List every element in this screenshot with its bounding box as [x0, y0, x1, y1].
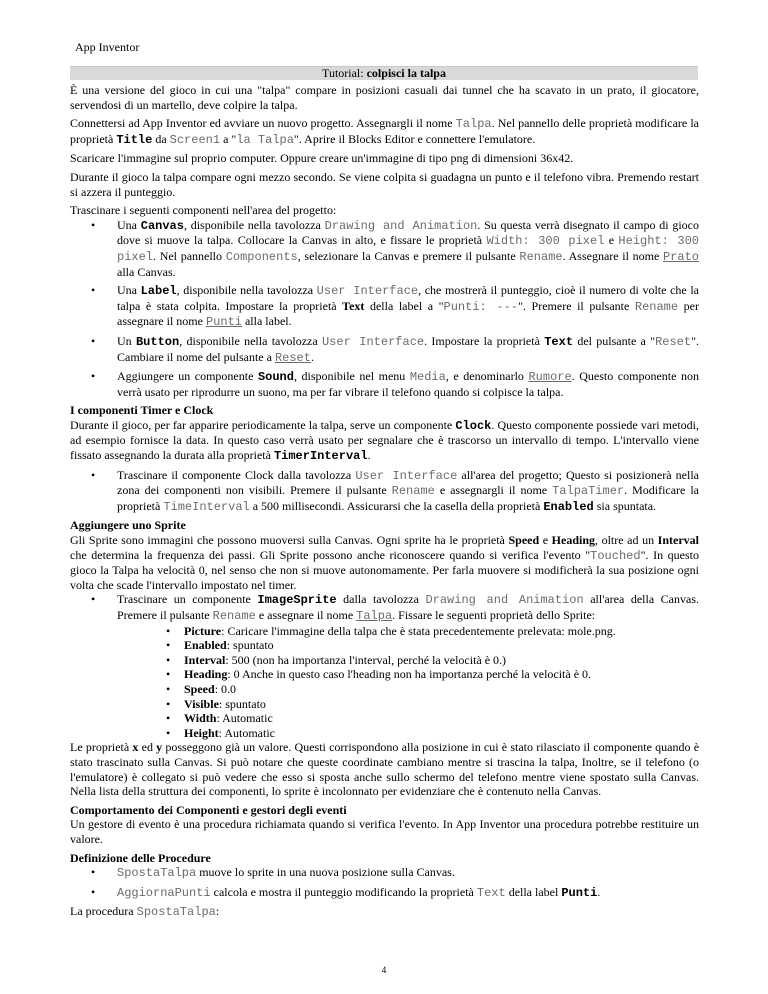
text-run: che determina la frequenza dei passi. Gli Sprite possono anche riconoscere quando si verifica l'evento " [70, 547, 591, 562]
procedures-list [70, 865, 699, 900]
text-run: . Fissare le seguenti proprietà dello Sprite: [392, 608, 596, 622]
property-name: Heading [184, 667, 228, 682]
running-header: App Inventor [75, 40, 140, 54]
code-timeinterval: TimeInterval [163, 499, 250, 514]
code-width: Width: 300 pixel [486, 234, 605, 249]
code-spostatalpa: SpostaTalpa [117, 866, 197, 881]
code-spostatalpa: SpostaTalpa [136, 905, 216, 920]
code-label: Label [140, 284, 177, 299]
code-palette: Drawing and Animation [324, 218, 478, 233]
property-value: : spuntato [226, 638, 274, 653]
text-run: . [367, 448, 371, 463]
property-interval [117, 653, 699, 668]
text-run: , oltre ad un [595, 533, 658, 548]
text-run: . Nel pannello [153, 248, 226, 263]
page-number: 4 [381, 965, 387, 975]
property-value: : 0.0 [214, 681, 237, 696]
code-components: Components [225, 249, 298, 264]
code-reset: Reset [274, 350, 311, 365]
code-button: Button [135, 334, 180, 349]
closing-line [70, 904, 699, 920]
bullet-icon: • [166, 696, 171, 711]
text-run: del pulsante a " [573, 333, 656, 348]
text-run: . Questo componente non verrà usato per riprodurre un suono, ma per far vibrare il telefono quando si colpisce la talpa. [117, 369, 699, 399]
intro-paragraph-2 [70, 116, 699, 147]
list-item-button [70, 334, 699, 365]
text-run: e [604, 233, 619, 248]
text-run: dalla tavolozza [336, 592, 426, 607]
text-run: ". Premere il pulsante [518, 298, 635, 313]
code-sound: Sound [257, 370, 294, 385]
bold-text: x [132, 740, 139, 755]
section-heading-sprite: Aggiungere uno Sprite [70, 518, 186, 533]
text-run: . [597, 884, 601, 899]
text-run: , e denominarlo [445, 369, 529, 384]
text-run: calcola e mostra il punteggio modificando la proprietà [210, 884, 477, 899]
text-run: , disponibile nella tavolozza [176, 283, 317, 298]
bullet-icon: • [166, 638, 171, 653]
property-value: : Caricare l'immagine della talpa che è stata precedentemente prelevata: mole.png. [221, 623, 616, 638]
text-run: Un [117, 333, 136, 348]
tutorial-title-bar [70, 66, 698, 80]
list-item-label [70, 283, 699, 330]
timer-list [70, 468, 699, 515]
text-run: La procedura [70, 904, 137, 919]
text-run: e [539, 533, 552, 548]
property-name: Picture [184, 623, 222, 638]
property-heading [117, 667, 699, 682]
list-item-canvas [70, 218, 699, 279]
code-talpa: Talpa [356, 609, 393, 623]
text-run: Trascinare un componente [117, 592, 258, 607]
code-palette: User Interface [316, 284, 419, 299]
list-item-spostatalpa [70, 865, 699, 881]
bullet-icon: • [91, 369, 96, 384]
text-run: ". In questo gioco la Talpa ha velocità 0, nel senso che non si muove autonomamente. Per farla muovere si modificherà la sua posizione ogni volta che scade l'intervallo impostato nel timer. [70, 547, 699, 592]
text-run: , disponibile nella tavolozza [183, 217, 325, 232]
code-rename: Rename [519, 249, 563, 264]
components-list [70, 218, 699, 400]
intro-paragraph-1: È una versione del gioco in cui una "talpa" compare in posizioni casuali dai tunnel che ha scavato in un prato, il giocatore, servendosi di un martello, deve colpire la talpa. [70, 83, 699, 112]
property-value: : Automatic [218, 725, 275, 740]
code-punti: Punti [561, 885, 598, 900]
text-run: . Questo componente possiede vari metodi, ad esempio fornisce la data. In questo caso verrà usato per segnalare che è trascorso un intervallo di tempo. L'intervallo viene fissato assegnando la durata alla proprietà [70, 417, 699, 463]
text-run: . Impostare la proprietà [424, 333, 545, 348]
text-run: sia spuntata. [593, 498, 657, 513]
code-clock: Clock [455, 418, 492, 433]
events-paragraph: Un gestore di evento è una procedura richiamata quando si verifica l'evento. In App Inventor una procedura potrebbe restituire un valore. [70, 817, 699, 846]
text-run: Una [117, 283, 141, 298]
text-run: della label [505, 884, 562, 899]
text-run: e assegnare il nome [255, 608, 357, 622]
sprite-list [70, 592, 699, 740]
bold-text: Text [342, 298, 365, 313]
code-palette: Drawing and Animation [425, 593, 584, 608]
text-run: ". Cambiare il nome del pulsante a [117, 333, 699, 364]
bullet-icon: • [166, 711, 171, 726]
bullet-icon: • [91, 217, 96, 232]
code-media: Media [409, 370, 446, 385]
code-palette: User Interface [355, 468, 458, 483]
code-palette: User Interface [321, 334, 425, 349]
text-run: muove lo sprite in una nuova posizione sulla Canvas. [196, 865, 455, 880]
text-run: ed [138, 740, 157, 755]
code-talpatimer: TalpaTimer [552, 484, 625, 499]
property-visible [117, 697, 699, 712]
text-run: a " [220, 131, 237, 146]
intro-paragraph-4: Durante il gioco la talpa compare ogni mezzo secondo. Se viene colpita si guadagna un punto e il telefono vibra. Premendo restart si azzera il punteggio. [70, 169, 699, 199]
code-imagesprite: ImageSprite [257, 593, 337, 608]
text-run: posseggono già un valore. Questi corrispondono alla posizione in cui è stato rilasciato il componente quando è stato trascinato sulla Canvas. Si può notare che queste coordinate cambiano mentre si trascina la talpa, Inoltre, se il telefono (o l'emulatore) è collegato si può vedere che esso si sposta anche sullo schermo del telefono mentre viene spostato sulla Canvas. Nella lista della struttura dei componenti, lo sprite è incolonnato per evidenziare che è contenuto nella Canvas. [70, 740, 700, 799]
text-run: Gli Sprite sono immagini che possono muoversi sulla Canvas. Ogni sprite ha le proprietà [70, 533, 509, 548]
bullet-icon: • [91, 333, 96, 348]
text-run: Le proprietà [70, 740, 133, 755]
bold-text: Speed [508, 533, 540, 548]
text-run: Aggiungere un componente [117, 369, 258, 384]
property-height [117, 726, 699, 741]
property-enabled [117, 638, 699, 653]
property-value: : Automatic [216, 711, 273, 726]
text-run: . [310, 349, 314, 364]
bullet-icon: • [166, 667, 171, 682]
sprite-paragraph [70, 533, 699, 592]
text-run: alla label. [241, 314, 292, 329]
text-run: : [215, 904, 220, 919]
text-run: per assegnare il nome [117, 298, 699, 329]
timer-paragraph [70, 418, 699, 464]
text-run: , disponibile nel menu [293, 369, 410, 384]
text-run: , selezionare la Canvas e premere il pulsante [297, 248, 520, 263]
text-run: . Modificare la proprietà [117, 483, 700, 513]
text-run: all'area del progetto; Questo si posizionerà nella zona dei componenti non visibili. Premere il pulsante [117, 467, 699, 498]
tutorial-title: colpisci la talpa [366, 66, 446, 80]
property-value: : 0 Anche in questo caso l'heading non ha importanza perché la velocità è 0. [227, 667, 592, 682]
text-run: della label a " [364, 298, 444, 313]
code-text: Text [476, 885, 506, 900]
text-run: ". Aprire il Blocks Editor e connettere l'emulatore. [293, 131, 536, 146]
document-body [70, 83, 699, 920]
property-width [117, 711, 699, 726]
title-prefix: Tutorial: [322, 66, 367, 80]
text-run: . Assegnare il nome [562, 248, 663, 263]
text-run: all'area della Canvas. Premere il pulsante [117, 592, 699, 622]
code-prato: Prato [662, 249, 699, 264]
code-punti-text: Punti: --- [443, 299, 519, 314]
bullet-icon: • [166, 623, 171, 638]
bullet-icon: • [166, 725, 171, 740]
property-picture [117, 624, 699, 639]
screen1-code: Screen1 [169, 132, 221, 147]
text-run: Durante il gioco, per far apparire periodicamente la talpa, serve un componente [70, 417, 456, 432]
section-heading-procedures: Definizione delle Procedure [70, 850, 211, 865]
code-rename: Rename [212, 609, 256, 623]
project-name-code: Talpa [455, 117, 492, 132]
code-rename: Rename [391, 484, 435, 499]
intro-paragraph-3: Scaricare l'immagine sul proprio computer. Oppure creare un'immagine di tipo png di dimensioni 36x42. [70, 151, 574, 166]
title-property-code: Title [116, 132, 153, 147]
code-canvas: Canvas [140, 218, 184, 233]
intro-paragraph-5: Trascinare i seguenti componenti nell'area del progetto: [70, 203, 337, 218]
code-reset-text: Reset [655, 334, 692, 349]
text-run: a 500 millisecondi. Assicurarsi che la casella della proprietà [249, 498, 544, 513]
text-run: . Nel pannello delle proprietà modificare la proprietà [70, 116, 699, 146]
property-name: Width [184, 711, 217, 726]
text-run: Una [117, 217, 141, 232]
bullet-icon: • [166, 652, 171, 667]
bullet-icon: • [91, 865, 96, 880]
sprite-coordinates-paragraph [70, 740, 699, 798]
property-name: Interval [184, 652, 226, 667]
bullet-icon: • [166, 681, 171, 696]
code-aggiornapunti: AggiornaPunti [117, 885, 211, 900]
code-rumore: Rumore [528, 370, 572, 385]
code-height: Height: 300 pixel [117, 234, 699, 264]
bullet-icon: • [91, 283, 96, 298]
section-heading-events: Comportamento dei Componenti e gestori degli eventi [70, 802, 347, 817]
list-item-aggiornapunti [70, 885, 699, 901]
property-value: : spuntato [218, 696, 266, 711]
code-rename: Rename [634, 299, 679, 314]
text-run: , disponibile nella tavolozza [179, 333, 322, 348]
text-run: e assegnargli il nome [434, 483, 553, 498]
text-run: Trascinare il componente Clock dalla tavolozza [117, 467, 356, 482]
code-enabled: Enabled [543, 499, 594, 514]
bold-text: Heading [551, 533, 595, 548]
text-run: , che mostrerà il punteggio, cioè il numero di volte che la talpa è stata colpita. Impostare la proprietà [117, 283, 699, 313]
code-touched: Touched [590, 548, 641, 563]
list-item-clock [70, 468, 699, 515]
property-name: Speed [184, 681, 215, 696]
property-name: Visible [184, 696, 219, 711]
sprite-properties-list [117, 624, 699, 741]
bold-text: Interval [657, 533, 699, 548]
code-timerinterval: TimerInterval [273, 449, 368, 464]
property-name: Enabled [184, 638, 227, 653]
section-heading-timer: I componenti Timer e Clock [70, 403, 214, 418]
bullet-icon: • [91, 467, 96, 482]
text-run: da [152, 131, 170, 146]
text-run: alla Canvas. [117, 264, 176, 279]
code-punti: Punti [205, 315, 242, 330]
app-title-code: la Talpa [236, 132, 294, 147]
property-speed [117, 682, 699, 697]
text-run: . Su questa verrà disegnato il campo di gioco dove si muove la talpa. Collocare la Canvas in alto, e fissare le proprietà [117, 217, 699, 248]
list-item-sound [70, 369, 699, 399]
bullet-icon: • [91, 884, 96, 899]
list-item-imagesprite [70, 592, 699, 740]
property-value: : 500 (non ha importanza l'interval, perché la velocità è 0.) [225, 652, 507, 667]
code-text: Text [544, 334, 574, 349]
property-name: Height [184, 725, 219, 740]
bullet-icon: • [91, 592, 96, 607]
text-run: Connettersi ad App Inventor ed avviare un nuovo progetto. Assegnargli il nome [70, 116, 456, 131]
bold-text: y [156, 740, 163, 755]
